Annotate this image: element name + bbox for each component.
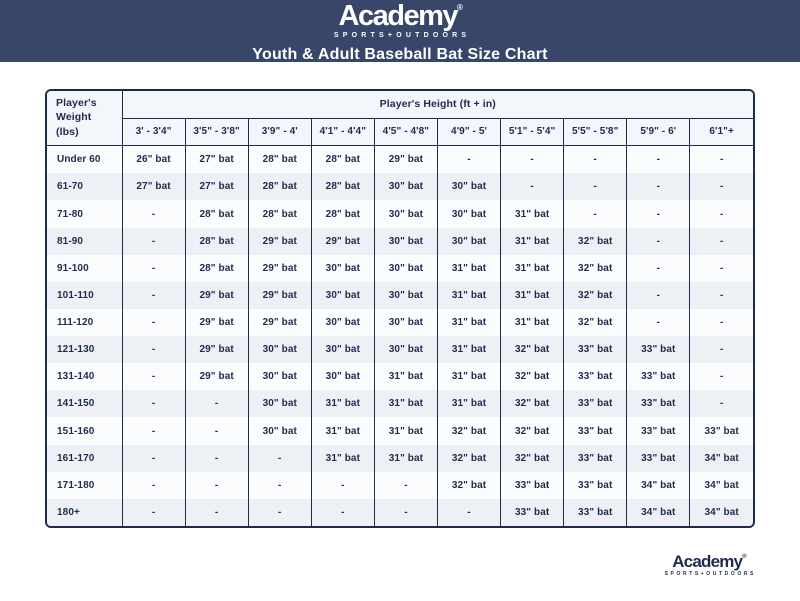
bat-size-cell: - (690, 255, 753, 282)
bat-size-cell: 31" bat (437, 309, 500, 336)
bat-size-cell: 26" bat (122, 145, 185, 173)
bat-size-cell: 33" bat (627, 445, 690, 472)
bat-size-cell: - (122, 309, 185, 336)
bat-size-cell: 30" bat (311, 336, 374, 363)
weight-label: 61-70 (57, 181, 84, 193)
table-row (47, 145, 753, 173)
bat-size-cell: 33" bat (564, 390, 627, 417)
weight-label: 111-120 (57, 317, 94, 329)
bat-size-cell: 33" bat (564, 499, 627, 526)
bat-size-cell: 30" bat (311, 255, 374, 282)
bat-size-cell: - (122, 282, 185, 309)
bat-size-cell: - (122, 255, 185, 282)
bat-size-cell: 30" bat (311, 282, 374, 309)
table-row (47, 282, 753, 309)
bat-size-cell: - (437, 145, 500, 173)
weight-label: 161-170 (57, 452, 95, 464)
height-column-header: 6'1"+ (690, 118, 753, 145)
bat-size-cell: - (690, 173, 753, 200)
chart-title: Youth & Adult Baseball Bat Size Chart (252, 46, 548, 63)
bat-size-cell: - (122, 472, 185, 499)
bat-size-cell: - (248, 499, 311, 526)
bat-size-cell: 30" bat (248, 417, 311, 444)
bat-size-cell: 31" bat (374, 363, 437, 390)
bat-size-cell: 33" bat (627, 336, 690, 363)
bat-size-cell: 32" bat (501, 417, 564, 444)
bat-size-cell: 32" bat (564, 228, 627, 255)
bat-size-cell: - (185, 472, 248, 499)
bat-size-cell: - (374, 499, 437, 526)
bat-size-cell: 27" bat (185, 145, 248, 173)
bat-size-cell: - (690, 282, 753, 309)
bat-size-cell: 27" bat (185, 173, 248, 200)
bat-size-cell: - (627, 173, 690, 200)
registered-trademark-symbol: ® (457, 3, 462, 12)
bat-size-cell: - (122, 200, 185, 227)
bat-size-cell: 31" bat (501, 228, 564, 255)
weight-label: 151-160 (57, 425, 95, 437)
bat-size-cell: 30" bat (374, 336, 437, 363)
bat-size-cell: 32" bat (501, 336, 564, 363)
bat-size-cell: 31" bat (311, 417, 374, 444)
bat-size-cell: 34" bat (627, 472, 690, 499)
bat-size-cell: - (627, 309, 690, 336)
bat-size-cell: - (311, 499, 374, 526)
bat-size-cell: 30" bat (374, 200, 437, 227)
bat-size-cell: - (690, 200, 753, 227)
bat-size-cell: 33" bat (564, 363, 627, 390)
bat-size-cell: 31" bat (374, 445, 437, 472)
weight-label: 101-110 (57, 289, 94, 301)
bat-size-cell: - (437, 499, 500, 526)
bat-size-cell: 30" bat (374, 309, 437, 336)
table-row (47, 472, 753, 499)
bat-size-cell: - (627, 145, 690, 173)
bat-size-cell: 29" bat (185, 282, 248, 309)
height-column-header: 4'1" - 4'4" (311, 118, 374, 145)
bat-size-cell: - (122, 228, 185, 255)
table-row (47, 417, 753, 444)
height-group-header: Player's Height (ft + in) (122, 91, 753, 118)
height-column-header: 5'9" - 6' (627, 118, 690, 145)
bat-size-cell: - (122, 417, 185, 444)
table-row (47, 445, 753, 472)
bat-size-cell: 29" bat (185, 336, 248, 363)
bat-size-cell: 31" bat (437, 363, 500, 390)
table-row (47, 336, 753, 363)
height-column-header: 5'1" - 5'4" (501, 118, 564, 145)
bat-size-cell: 28" bat (185, 228, 248, 255)
bat-size-cell: 31" bat (437, 255, 500, 282)
bat-size-cell: 28" bat (185, 200, 248, 227)
academy-logo-footer (662, 553, 756, 577)
header-row-ranges (47, 118, 753, 145)
bat-size-cell: 33" bat (564, 417, 627, 444)
bat-size-table-container (45, 89, 755, 528)
weight-label: 171-180 (57, 479, 95, 491)
bat-size-cell: 31" bat (311, 445, 374, 472)
table-row (47, 173, 753, 200)
bat-size-cell: 32" bat (564, 282, 627, 309)
bat-size-cell: - (690, 363, 753, 390)
academy-logo-tagline: SPORTS+OUTDOORS (333, 32, 471, 39)
bat-size-cell: 27" bat (122, 173, 185, 200)
weight-label: 71-80 (57, 208, 84, 220)
bat-size-cell: 33" bat (627, 417, 690, 444)
bat-size-cell: - (122, 499, 185, 526)
bat-size-cell: - (311, 472, 374, 499)
bat-size-cell: - (122, 445, 185, 472)
bat-size-cell: 34" bat (690, 472, 753, 499)
bat-size-cell: - (690, 336, 753, 363)
bat-size-cell: 32" bat (437, 472, 500, 499)
bat-size-cell: 31" bat (437, 390, 500, 417)
weight-label: 131-140 (57, 371, 95, 383)
bat-size-cell: 33" bat (627, 390, 690, 417)
bat-size-cell: 29" bat (311, 228, 374, 255)
table-row (47, 363, 753, 390)
bat-size-cell: 30" bat (248, 390, 311, 417)
bat-size-cell: 28" bat (311, 173, 374, 200)
bat-size-cell: 31" bat (501, 255, 564, 282)
bat-size-cell: 30" bat (374, 282, 437, 309)
bat-size-cell: 32" bat (564, 255, 627, 282)
bat-size-cell: 32" bat (564, 309, 627, 336)
bat-size-cell: 32" bat (501, 390, 564, 417)
bat-size-cell: 31" bat (374, 417, 437, 444)
height-column-header: 4'5" - 4'8" (374, 118, 437, 145)
weight-label: 180+ (57, 506, 80, 518)
bat-size-cell: 34" bat (627, 499, 690, 526)
bat-size-cell: - (627, 282, 690, 309)
bat-size-cell: 30" bat (374, 228, 437, 255)
weight-label: 141-150 (57, 398, 95, 410)
height-column-header: 3' - 3'4" (122, 118, 185, 145)
table-header (47, 91, 753, 145)
bat-size-cell: - (690, 228, 753, 255)
bat-size-cell: 28" bat (311, 200, 374, 227)
table-row (47, 309, 753, 336)
academy-footer-tagline: SPORTS+OUTDOORS (664, 571, 756, 577)
height-column-header: 5'5" - 5'8" (564, 118, 627, 145)
weight-label: 81-90 (57, 235, 84, 247)
header-banner (0, 0, 800, 62)
table-row (47, 499, 753, 526)
bat-size-cell: 30" bat (248, 336, 311, 363)
bat-size-cell: - (501, 173, 564, 200)
bat-size-cell: 29" bat (248, 309, 311, 336)
bat-size-cell: 31" bat (437, 282, 500, 309)
bat-size-cell: 30" bat (311, 363, 374, 390)
bat-size-cell: 32" bat (501, 363, 564, 390)
table-row (47, 255, 753, 282)
bat-size-cell: - (690, 309, 753, 336)
bat-size-cell: 34" bat (690, 445, 753, 472)
bat-size-cell: - (627, 228, 690, 255)
bat-size-cell: 30" bat (437, 200, 500, 227)
bat-size-cell: 30" bat (248, 363, 311, 390)
bat-size-cell: 28" bat (248, 173, 311, 200)
bat-size-cell: 31" bat (501, 309, 564, 336)
height-column-header: 3'9" - 4' (248, 118, 311, 145)
bat-size-cell: 28" bat (185, 255, 248, 282)
bat-size-cell: 28" bat (311, 145, 374, 173)
bat-size-cell: - (122, 336, 185, 363)
bat-size-cell: 31" bat (437, 336, 500, 363)
weight-label: Under 60 (57, 153, 101, 165)
table-body (47, 145, 753, 526)
bat-size-cell: 31" bat (501, 200, 564, 227)
bat-size-cell: - (564, 145, 627, 173)
bat-size-cell: 30" bat (374, 173, 437, 200)
height-column-header: 4'9" - 5' (437, 118, 500, 145)
bat-size-cell: - (374, 472, 437, 499)
bat-size-cell: - (185, 499, 248, 526)
bat-size-cell: - (122, 363, 185, 390)
bat-size-cell: - (564, 200, 627, 227)
bat-size-cell: - (690, 145, 753, 173)
header-row-group (47, 91, 753, 118)
bat-size-cell: - (248, 472, 311, 499)
bat-size-cell: 32" bat (437, 445, 500, 472)
bat-size-cell: - (627, 255, 690, 282)
bat-size-cell: - (248, 445, 311, 472)
bat-size-cell: - (501, 145, 564, 173)
bat-size-cell: - (690, 390, 753, 417)
bat-size-cell: 33" bat (564, 445, 627, 472)
table-row (47, 228, 753, 255)
bat-size-cell: 29" bat (248, 282, 311, 309)
academy-footer-wordmark: Academy® (672, 552, 746, 571)
bat-size-cell: 29" bat (248, 255, 311, 282)
bat-size-table (47, 91, 753, 526)
bat-size-cell: 31" bat (374, 390, 437, 417)
bat-size-cell: 33" bat (690, 417, 753, 444)
bat-size-cell: 30" bat (437, 228, 500, 255)
bat-size-cell: 33" bat (564, 472, 627, 499)
bat-size-cell: 29" bat (185, 363, 248, 390)
bat-size-cell: 28" bat (248, 145, 311, 173)
bat-size-cell: 29" bat (248, 228, 311, 255)
bat-size-cell: 33" bat (627, 363, 690, 390)
bat-size-cell: - (185, 417, 248, 444)
academy-logo-wordmark: Academy® (338, 0, 462, 32)
bat-size-cell: - (627, 200, 690, 227)
bat-size-cell: 33" bat (501, 499, 564, 526)
academy-logo (330, 2, 471, 39)
bat-size-cell: 30" bat (374, 255, 437, 282)
table-row (47, 390, 753, 417)
weight-label: 91-100 (57, 262, 89, 274)
registered-trademark-symbol: ® (742, 554, 746, 560)
bat-size-cell: 30" bat (437, 173, 500, 200)
table-row (47, 200, 753, 227)
bat-size-cell: 28" bat (248, 200, 311, 227)
bat-size-cell: - (122, 390, 185, 417)
height-column-header: 3'5" - 3'8" (185, 118, 248, 145)
bat-size-cell: - (185, 445, 248, 472)
bat-size-cell: 32" bat (501, 445, 564, 472)
bat-size-cell: 29" bat (185, 309, 248, 336)
bat-size-cell: 31" bat (501, 282, 564, 309)
bat-size-cell: - (564, 173, 627, 200)
bat-size-cell: 34" bat (690, 499, 753, 526)
weight-column-header: Player's Weight (lbs) (47, 91, 122, 145)
bat-size-cell: 31" bat (311, 390, 374, 417)
bat-size-cell: 32" bat (437, 417, 500, 444)
bat-size-cell: - (185, 390, 248, 417)
bat-size-cell: 29" bat (374, 145, 437, 173)
bat-size-cell: 30" bat (311, 309, 374, 336)
weight-label: 121-130 (57, 344, 95, 356)
bat-size-cell: 33" bat (564, 336, 627, 363)
bat-size-cell: 33" bat (501, 472, 564, 499)
